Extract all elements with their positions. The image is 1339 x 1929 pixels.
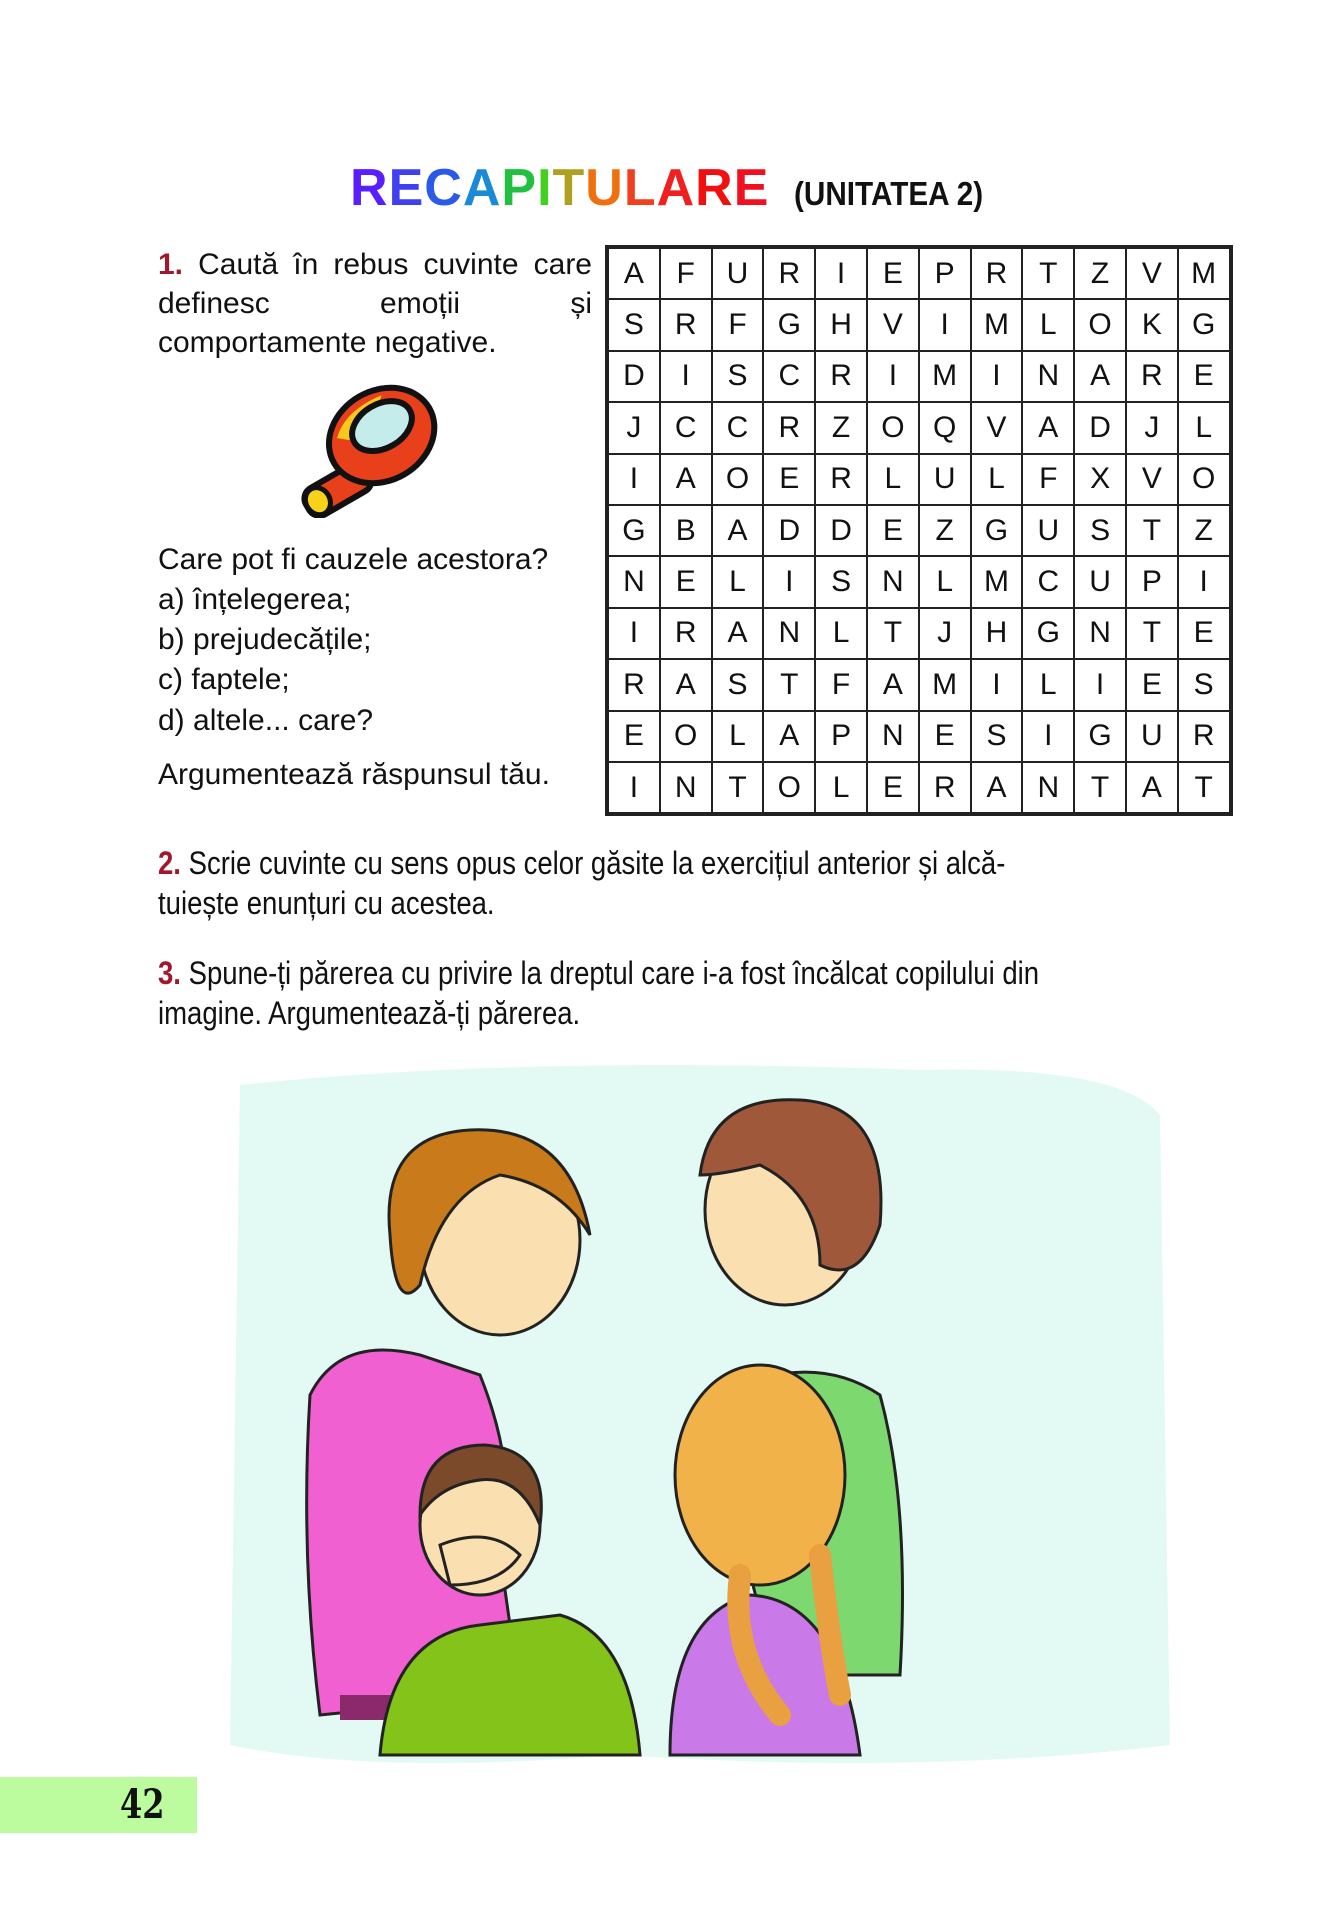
children-illustration xyxy=(220,1055,1180,1795)
grid-cell: F xyxy=(712,299,764,350)
grid-cell: C xyxy=(1022,556,1074,607)
grid-cell: N xyxy=(867,556,919,607)
grid-cell: V xyxy=(1126,454,1178,505)
grid-cell: T xyxy=(712,762,764,813)
grid-cell: M xyxy=(1178,248,1230,299)
grid-cell: F xyxy=(1022,454,1074,505)
title-letter: E xyxy=(388,159,425,217)
grid-cell: J xyxy=(919,608,971,659)
grid-cell: L xyxy=(1022,299,1074,350)
grid-cell: I xyxy=(919,299,971,350)
option-b: b) prejudecățile; xyxy=(158,623,372,656)
grid-cell: L xyxy=(712,711,764,762)
grid-cell: I xyxy=(608,608,660,659)
word-search-grid xyxy=(605,245,1233,816)
grid-cell: O xyxy=(712,454,764,505)
title-letter: P xyxy=(501,159,538,217)
grid-cell: A xyxy=(1022,402,1074,453)
grid-cell: R xyxy=(763,248,815,299)
grid-cell: R xyxy=(660,608,712,659)
grid-cell: D xyxy=(608,351,660,402)
grid-cell: E xyxy=(1178,608,1230,659)
grid-cell: Z xyxy=(1178,505,1230,556)
magnifying-glass-icon xyxy=(275,378,445,518)
grid-cell: S xyxy=(1178,659,1230,710)
grid-cell: S xyxy=(712,351,764,402)
grid-cell: T xyxy=(1126,608,1178,659)
title-letter: U xyxy=(585,159,624,217)
grid-cell: T xyxy=(1022,248,1074,299)
grid-cell: Z xyxy=(919,505,971,556)
grid-cell: I xyxy=(1178,556,1230,607)
exercise-1-text: Caută în rebus cuvinte care definesc emoții și comportamente negative. xyxy=(158,248,592,359)
grid-cell: L xyxy=(971,454,1023,505)
grid-cell: E xyxy=(867,505,919,556)
grid-cell: R xyxy=(608,659,660,710)
grid-cell: N xyxy=(763,608,815,659)
grid-cell: N xyxy=(867,711,919,762)
grid-cell: M xyxy=(919,351,971,402)
grid-cell: A xyxy=(712,608,764,659)
grid-cell: C xyxy=(763,351,815,402)
option-d: d) altele... care? xyxy=(158,704,374,737)
grid-cell: E xyxy=(867,762,919,813)
grid-cell: V xyxy=(971,402,1023,453)
grid-cell: G xyxy=(971,505,1023,556)
grid-cell: U xyxy=(1126,711,1178,762)
title-letter: C xyxy=(424,159,463,217)
grid-cell: D xyxy=(1074,402,1126,453)
grid-cell: T xyxy=(1178,762,1230,813)
grid-cell: V xyxy=(1126,248,1178,299)
grid-cell: E xyxy=(608,711,660,762)
grid-cell: G xyxy=(1178,299,1230,350)
option-c: c) faptele; xyxy=(158,663,290,696)
grid-cell: T xyxy=(763,659,815,710)
grid-cell: L xyxy=(919,556,971,607)
grid-cell: K xyxy=(1126,299,1178,350)
title-recapitulare xyxy=(350,159,769,217)
grid-cell: Z xyxy=(1074,248,1126,299)
grid-cell: O xyxy=(763,762,815,813)
title-letter: A xyxy=(462,159,502,217)
grid-cell: H xyxy=(971,608,1023,659)
grid-cell: A xyxy=(1074,351,1126,402)
title-letter: R xyxy=(350,159,389,217)
grid-cell: C xyxy=(660,402,712,453)
grid-cell: V xyxy=(867,299,919,350)
grid-cell: A xyxy=(763,711,815,762)
grid-cell: O xyxy=(867,402,919,453)
grid-cell: M xyxy=(971,556,1023,607)
page-number: 42 xyxy=(120,1781,165,1828)
title-letter: A xyxy=(656,159,696,217)
grid-cell: R xyxy=(971,248,1023,299)
exercise-2 xyxy=(158,843,1190,923)
grid-cell: O xyxy=(660,711,712,762)
title-unit: (UNITATEA 2) xyxy=(793,175,984,212)
grid-cell: X xyxy=(1074,454,1126,505)
grid-cell: U xyxy=(1022,505,1074,556)
exercise-3-line2: imagine. Argumentează-ți părerea. xyxy=(158,995,581,1031)
grid-cell: Q xyxy=(919,402,971,453)
grid-cell: I xyxy=(608,454,660,505)
grid-cell: G xyxy=(608,505,660,556)
grid-cell: I xyxy=(660,351,712,402)
grid-cell: M xyxy=(919,659,971,710)
grid-cell: A xyxy=(712,505,764,556)
grid-cell: R xyxy=(763,402,815,453)
grid-cell: S xyxy=(608,299,660,350)
grid-cell: H xyxy=(815,299,867,350)
grid-cell: I xyxy=(867,351,919,402)
grid-cell: S xyxy=(712,659,764,710)
grid-cell: N xyxy=(1022,351,1074,402)
grid-cell: L xyxy=(1178,402,1230,453)
grid-cell: R xyxy=(815,351,867,402)
grid-cell: L xyxy=(712,556,764,607)
grid-cell: C xyxy=(712,402,764,453)
grid-cell: D xyxy=(763,505,815,556)
grid-cell: L xyxy=(815,608,867,659)
causes-question: Care pot fi cauzele acestora? xyxy=(158,543,549,576)
grid-cell: A xyxy=(971,762,1023,813)
title-letter: L xyxy=(623,159,657,217)
grid-cell: I xyxy=(1074,659,1126,710)
exercise-1 xyxy=(158,245,592,362)
grid-cell: E xyxy=(1126,659,1178,710)
grid-cell: G xyxy=(1022,608,1074,659)
grid-cell: T xyxy=(867,608,919,659)
grid-cell: F xyxy=(660,248,712,299)
grid-cell: T xyxy=(1126,505,1178,556)
grid-cell: J xyxy=(1126,402,1178,453)
grid-cell: A xyxy=(660,659,712,710)
exercise-number: 3. xyxy=(158,955,181,991)
grid-cell: O xyxy=(1178,454,1230,505)
exercise-number: 1. xyxy=(158,248,184,281)
grid-cell: L xyxy=(867,454,919,505)
grid-cell: I xyxy=(815,248,867,299)
grid-cell: D xyxy=(815,505,867,556)
grid-cell: I xyxy=(763,556,815,607)
exercise-2-line1: Scrie cuvinte cu sens opus celor găsite la exercițiul anterior și alcă- xyxy=(188,845,1006,881)
grid-cell: R xyxy=(1126,351,1178,402)
grid-cell: Z xyxy=(815,402,867,453)
grid-cell: N xyxy=(660,762,712,813)
grid-cell: S xyxy=(971,711,1023,762)
grid-cell: P xyxy=(815,711,867,762)
grid-cell: S xyxy=(1074,505,1126,556)
grid-cell: N xyxy=(1022,762,1074,813)
exercise-1-instruction xyxy=(158,245,592,362)
grid-cell: I xyxy=(971,351,1023,402)
grid-cell: R xyxy=(1178,711,1230,762)
grid-cell: M xyxy=(971,299,1023,350)
grid-cell: E xyxy=(867,248,919,299)
option-a: a) înțelegerea; xyxy=(158,583,352,616)
grid-cell: I xyxy=(971,659,1023,710)
grid-cell: I xyxy=(1022,711,1074,762)
exercise-3 xyxy=(158,953,1190,1033)
exercise-number: 2. xyxy=(158,845,181,881)
grid-cell: S xyxy=(815,556,867,607)
grid-cell: E xyxy=(1178,351,1230,402)
grid-cell: G xyxy=(1074,711,1126,762)
title-letter: R xyxy=(695,159,734,217)
grid-cell: A xyxy=(1126,762,1178,813)
grid-cell: L xyxy=(815,762,867,813)
grid-cell: R xyxy=(660,299,712,350)
grid-cell: E xyxy=(660,556,712,607)
exercise-3-line1: Spune-ți părerea cu privire la dreptul care i-a fost încălcat copilului din xyxy=(188,955,1040,991)
grid-cell: O xyxy=(1074,299,1126,350)
grid-cell: N xyxy=(1074,608,1126,659)
grid-cell: E xyxy=(919,711,971,762)
page-number-tab xyxy=(0,1777,197,1833)
grid-cell: N xyxy=(608,556,660,607)
grid-cell: L xyxy=(1022,659,1074,710)
grid-cell: P xyxy=(1126,556,1178,607)
grid-cell: U xyxy=(1074,556,1126,607)
argument-prompt: Argumentează răspunsul tău. xyxy=(158,758,550,791)
grid-cell: U xyxy=(919,454,971,505)
grid-cell: F xyxy=(815,659,867,710)
grid-cell: A xyxy=(608,248,660,299)
grid-cell: U xyxy=(712,248,764,299)
grid-cell: E xyxy=(763,454,815,505)
title-letter: T xyxy=(552,159,586,217)
grid-cell: J xyxy=(608,402,660,453)
grid-cell: P xyxy=(919,248,971,299)
grid-cell: R xyxy=(815,454,867,505)
title-letter: E xyxy=(733,159,770,217)
page-title xyxy=(350,158,1004,218)
grid-cell: B xyxy=(660,505,712,556)
grid-cell: A xyxy=(867,659,919,710)
grid-cell: A xyxy=(660,454,712,505)
grid-cell: G xyxy=(763,299,815,350)
grid-cell: T xyxy=(1074,762,1126,813)
grid-cell: R xyxy=(919,762,971,813)
exercise-2-line2: tuiește enunțuri cu acestea. xyxy=(158,885,495,921)
grid-cell: I xyxy=(608,762,660,813)
title-letter: I xyxy=(537,159,553,217)
